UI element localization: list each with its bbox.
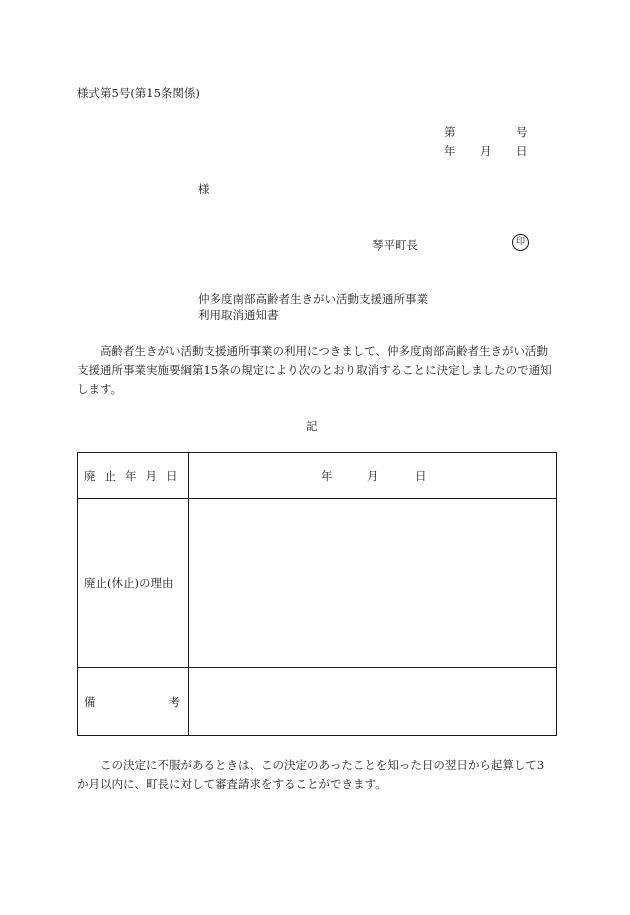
form-number-label: 様式第5号(第15条関係)	[77, 86, 200, 100]
issuer-name: 琴平町長	[372, 238, 418, 252]
notes-label-1: 備	[84, 694, 96, 709]
appeal-notice-paragraph: この決定に不服があるときは、この決定のあったことを知った日の翌日から起算して3か月以内に、町長に対して審査請求をすることができます。	[77, 758, 545, 791]
issue-date-year: 年	[444, 144, 456, 158]
date-label-cell	[78, 453, 189, 499]
table-row-date	[78, 453, 557, 499]
seal-icon: 印	[512, 234, 529, 251]
body-paragraph: 高齢者生きがい活動支援通所事業の利用につきまして、仲多度南部高齢者生きがい活動支援通所事業実施要綱第15条の規定により次のとおり取消することに決定しましたので通知します。	[77, 344, 552, 396]
table-row-notes	[78, 668, 557, 736]
issue-number-dai: 第	[444, 125, 456, 139]
addressee-suffix: 様	[198, 182, 210, 196]
ki-heading: 記	[306, 419, 318, 433]
date-label: 廃止年月日	[84, 468, 187, 483]
issue-date-month: 月	[480, 144, 492, 158]
issue-number-go: 号	[516, 125, 528, 139]
reason-label: 廃止(休止)の理由	[84, 576, 174, 590]
document-title-line-1: 仲多度南部高齢者生きがい活動支援通所事業	[198, 292, 428, 306]
notes-value-cell[interactable]	[189, 668, 557, 736]
reason-label-cell	[78, 499, 189, 668]
notes-label-2: 考	[168, 694, 180, 709]
issue-date-day: 日	[516, 144, 528, 158]
document-title-line-2: 利用取消通知書	[198, 308, 279, 322]
notes-label-cell	[78, 668, 189, 736]
reason-value-cell[interactable]	[189, 499, 557, 668]
date-value-year: 年	[321, 469, 333, 483]
details-table	[77, 452, 557, 736]
date-value-month: 月	[367, 469, 379, 483]
date-value-day: 日	[415, 469, 427, 483]
date-value-cell[interactable]	[189, 453, 557, 499]
table-row-reason	[78, 499, 557, 668]
